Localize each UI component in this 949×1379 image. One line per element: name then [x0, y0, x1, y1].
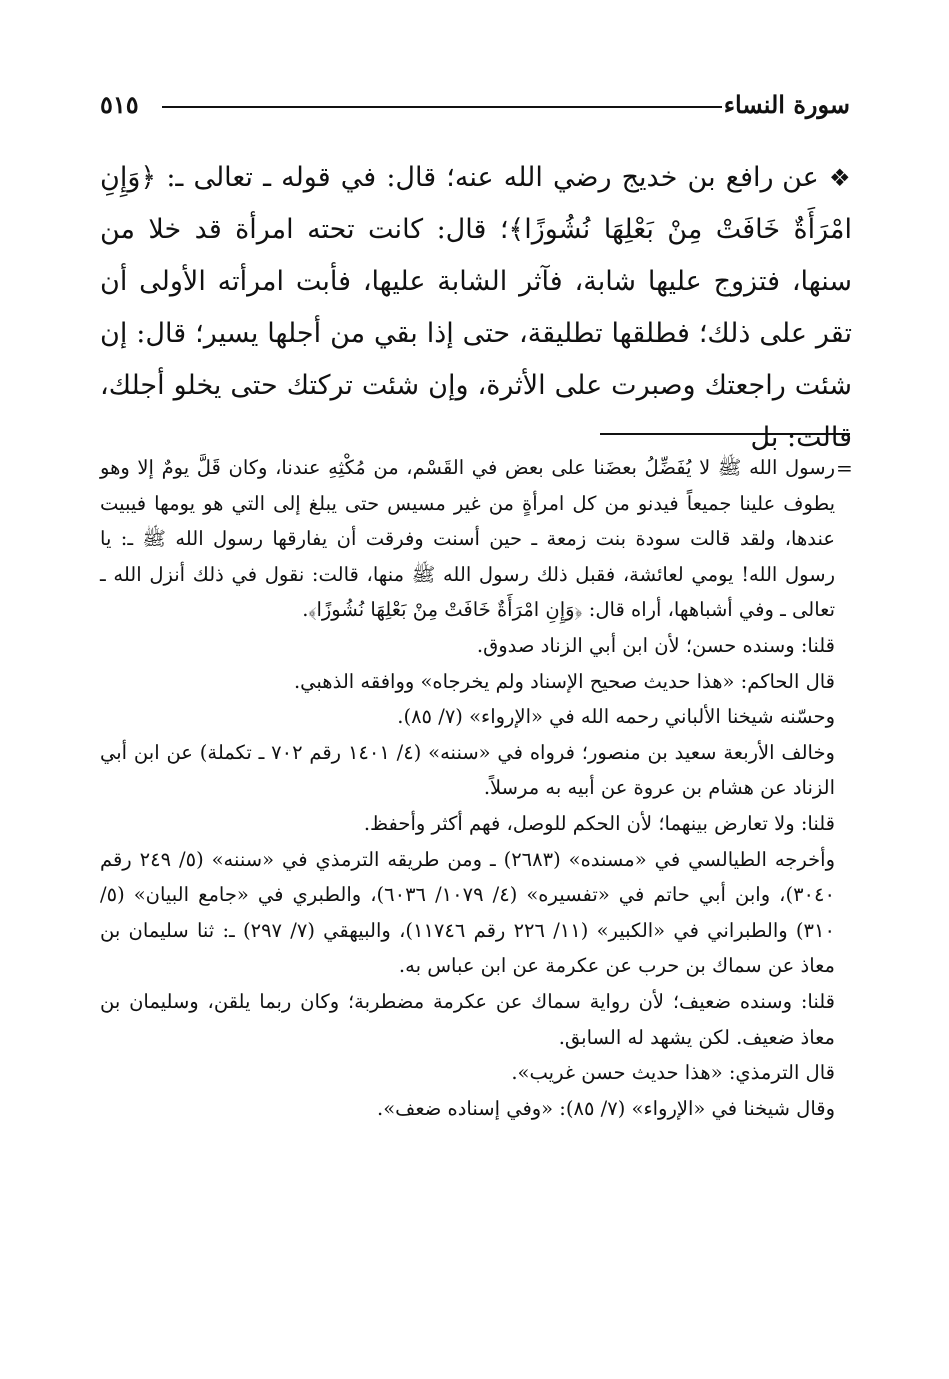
footnote-paragraph: قلنا: ولا تعارض بينهما؛ لأن الحكم للوصل، فهم أكثر وأحفظ. — [363, 811, 835, 835]
footnote-paragraph: قلنا: وسنده ضعيف؛ لأن رواية سماك عن عكرمة مضطربة؛ وكان ربما يلقن، وسليمان بن معاذ ضعيف. لكن يشهد له السابق. — [100, 989, 835, 1049]
footnote-paragraph: وخالف الأربعة سعيد بن منصور؛ فرواه في «سننه» (٤/ ١٤٠١ رقم ٧٠٢ ـ تكملة) عن ابن أبي الزناد عن هشام بن عروة عن أبيه به مرسلاً. — [100, 740, 835, 800]
header-rule — [162, 106, 722, 108]
footnote-paragraph: رسول الله ﷺ لا يُفَضِّلُ بعضَنا على بعض في القَسْم، من مُكْثِهِ عندنا، وكان قَلَّ يومٌ إلا وهو يطوف علينا جميعاً فيدنو من كل امرأةٍ من غير مسيس حتى يبلغ إلى التي هو يومها فيبيت عندها، ولقد قالت سودة بنت زمعة ـ حين أسنت وفرقت أن يفارقها رسول الله ﷺ ـ: يا رسول الله! يومي لعائشة، فقبل ذلك رسول الله ﷺ منها، قالت: نقول في ذلك أنزل الله ـ تعالى ـ وفي أشباهها، أراه قال: ﴿وَإِنِ امْرَأَةٌ خَافَتْ مِنْ بَعْلِهَا نُشُوزًا﴾. — [100, 456, 835, 622]
page-header — [100, 88, 850, 124]
hadith-paragraph — [100, 152, 852, 464]
footnote-continuation-mark: = — [836, 456, 853, 480]
surah-title: سورة النساء — [723, 90, 850, 119]
footnote-paragraph: قال الحاكم: «هذا حديث صحيح الإسناد ولم يخرجاه» ووافقه الذهبي. — [293, 669, 835, 693]
footnote-paragraph: وحسّنه شيخنا الألباني رحمه الله في «الإرواء» (٧/ ٨٥). — [397, 705, 835, 729]
footnote-paragraph: قلنا: وسنده حسن؛ لأن ابن أبي الزناد صدوق. — [476, 633, 835, 657]
hadith-text: عن رافع بن خديج رضي الله عنه؛ قال: في قوله ـ تعالى ـ: ﴿وَإِنِ امْرَأَةٌ خَافَتْ مِنْ بَعْلِهَا نُشُوزًا﴾؛ قال: كانت تحته امرأة قد خلا من سنها، فتزوج عليها شابة، فآثر الشابة عليها، فأبت امرأته الأولى أن تقر على ذلك؛ فطلقها تطليقة، حتى إذا بقي من أجلها يسير؛ قال: إن شئت راجعتك وصبرت على الأثرة، وإن شئت تركتك حتى يخلو أجلك، قالت: بل — [100, 162, 852, 453]
footnote-paragraph: قال الترمذي: «هذا حديث حسن غريب». — [511, 1061, 835, 1085]
footnote-paragraph: وقال شيخنا في «الإرواء» (٧/ ٨٥): «وفي إسناده ضعف». — [377, 1096, 835, 1120]
page-number: ٥١٥ — [100, 90, 139, 119]
main-text — [100, 152, 852, 464]
footnotes — [100, 450, 835, 1126]
ornament-icon: ❖ — [828, 164, 852, 192]
footnote-separator — [600, 433, 850, 435]
footnote-paragraph: وأخرجه الطيالسي في «مسنده» (٢٦٨٣) ـ ومن طريقه الترمذي في «سننه» (٥/ ٢٤٩ رقم ٣٠٤٠)، وابن أبي حاتم في «تفسيره» (٤/ ١٠٧٩/ ٦٠٣٦)، والطبري في «جامع البيان» (٥/ ٣١٠) والطبراني في «الكبير» (١١/ ٢٢٦ رقم ١١٧٤٦)، والبيهقي (٧/ ٢٩٧) ـ: ثنا سليمان بن معاذ عن سماك بن حرب عن عكرمة عن ابن عباس به. — [100, 847, 835, 978]
